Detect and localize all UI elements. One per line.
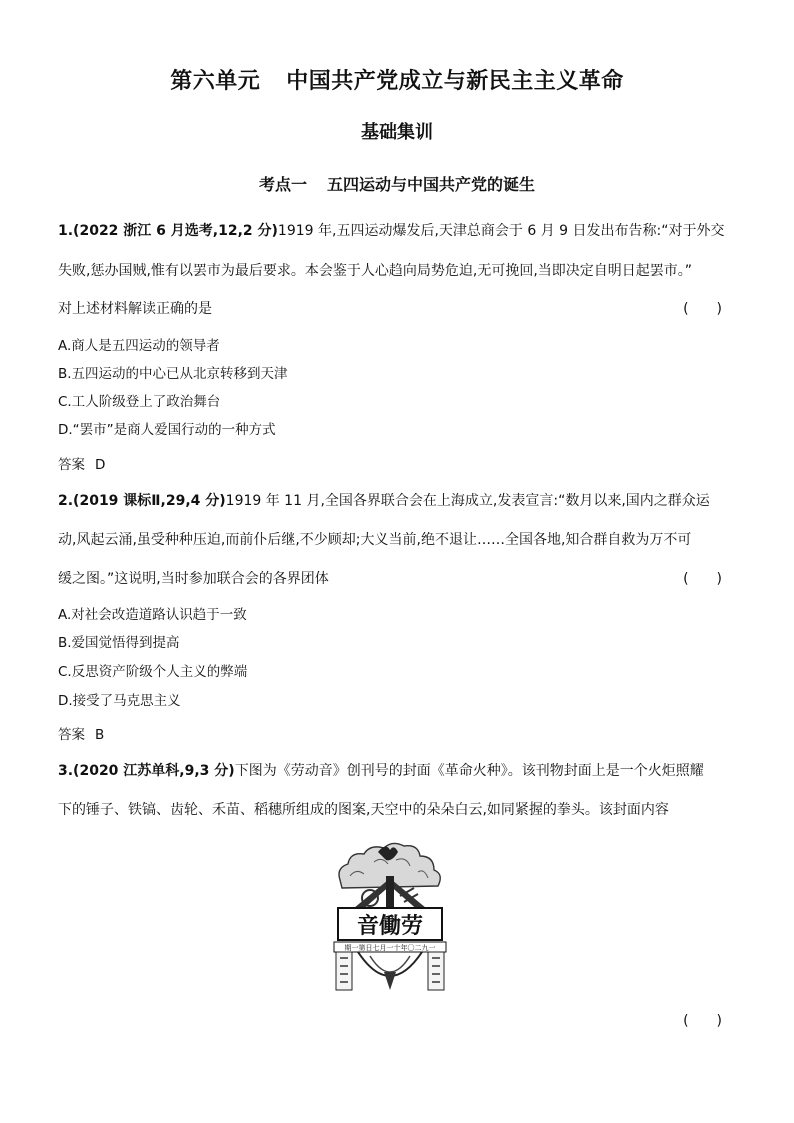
section-label: 考点一 xyxy=(258,175,307,194)
question-3-line-2: 下的锤子、铁镐、齿轮、禾苗、稻穗所组成的图案,天空中的朵朵白云,如同紧握的拳头。该封面内容 xyxy=(58,802,669,818)
question-1-text-1: 1919 年,五四运动爆发后,天津总商会于 6 月 9 日发出布告称:“对于外交 xyxy=(277,223,725,239)
answer-label: 答案 xyxy=(58,457,85,473)
question-2-line-3: 缓之图。”这说明,当时参加联合会的各界团体 xyxy=(58,571,329,587)
question-2-option-d: D.接受了马克思主义 xyxy=(58,693,181,709)
unit-title xyxy=(0,64,794,95)
question-2-line-2: 动,风起云涌,虽受种种压迫,而前仆后继,不少顾却;大义当前,绝不退让……全国各地,知合群自救为万不可 xyxy=(58,532,692,548)
answer-label: 答案 xyxy=(58,727,85,743)
magazine-cover-figure xyxy=(330,840,450,998)
section-title xyxy=(0,172,794,195)
page-subtitle: 基础集训 xyxy=(361,122,433,143)
question-2-option-b: B.爱国觉悟得到提高 xyxy=(58,635,180,651)
question-1-answer xyxy=(58,453,105,473)
question-2-answer-blank: ( ) xyxy=(683,571,722,587)
magazine-masthead: 音働劳 xyxy=(356,913,424,939)
question-3-source: 3.(2020 江苏单科,9,3 分) xyxy=(58,763,235,779)
question-1-answer-blank: ( ) xyxy=(683,301,722,317)
question-1-source: 1.(2022 浙江 6 月选考,12,2 分) xyxy=(58,223,278,239)
unit-name: 中国共产党成立与新民主主义革命 xyxy=(286,69,624,94)
question-1-line-2: 失败,惩办国贼,惟有以罢市为最后要求。本会鉴于人心趋向局势危迫,无可挽回,当即决定自明日起罢市。” xyxy=(58,263,693,279)
question-1-option-b: B.五四运动的中心已从北京转移到天津 xyxy=(58,366,288,382)
question-2-option-a: A.对社会改造道路认识趋于一致 xyxy=(58,607,247,623)
magazine-date-line: 期一第日七月一十年〇二九一 xyxy=(344,944,436,952)
answer-value: D xyxy=(95,457,106,473)
question-2-option-c: C.反思资产阶级个人主义的弊端 xyxy=(58,664,248,680)
question-3-answer-blank: ( ) xyxy=(683,1013,722,1029)
question-3-line-1 xyxy=(58,760,704,780)
cover-bottom-ornament xyxy=(336,952,444,990)
question-2-source: 2.(2019 课标Ⅱ,29,4 分) xyxy=(58,493,226,509)
question-3-text-1: 下图为《劳动音》创刊号的封面《革命火种》。该刊物封面上是一个火炬照耀 xyxy=(234,763,704,779)
answer-value: B xyxy=(95,727,105,743)
question-1-option-a: A.商人是五四运动的领导者 xyxy=(58,338,220,354)
question-1-option-c: C.工人阶级登上了政治舞台 xyxy=(58,394,221,410)
question-2-answer xyxy=(58,723,104,743)
section-name: 五四运动与中国共产党的诞生 xyxy=(327,175,536,194)
unit-label: 第六单元 xyxy=(170,69,261,94)
question-2-text-1: 1919 年 11 月,全国各界联合会在上海成立,发表宣言:“数月以来,国内之群众运 xyxy=(225,493,710,509)
question-1-line-3: 对上述材料解读正确的是 xyxy=(58,301,212,317)
question-1-option-d: D.“罢市”是商人爱国行动的一种方式 xyxy=(58,422,276,438)
question-1-line-1 xyxy=(58,220,725,240)
question-2-line-1 xyxy=(58,490,710,510)
